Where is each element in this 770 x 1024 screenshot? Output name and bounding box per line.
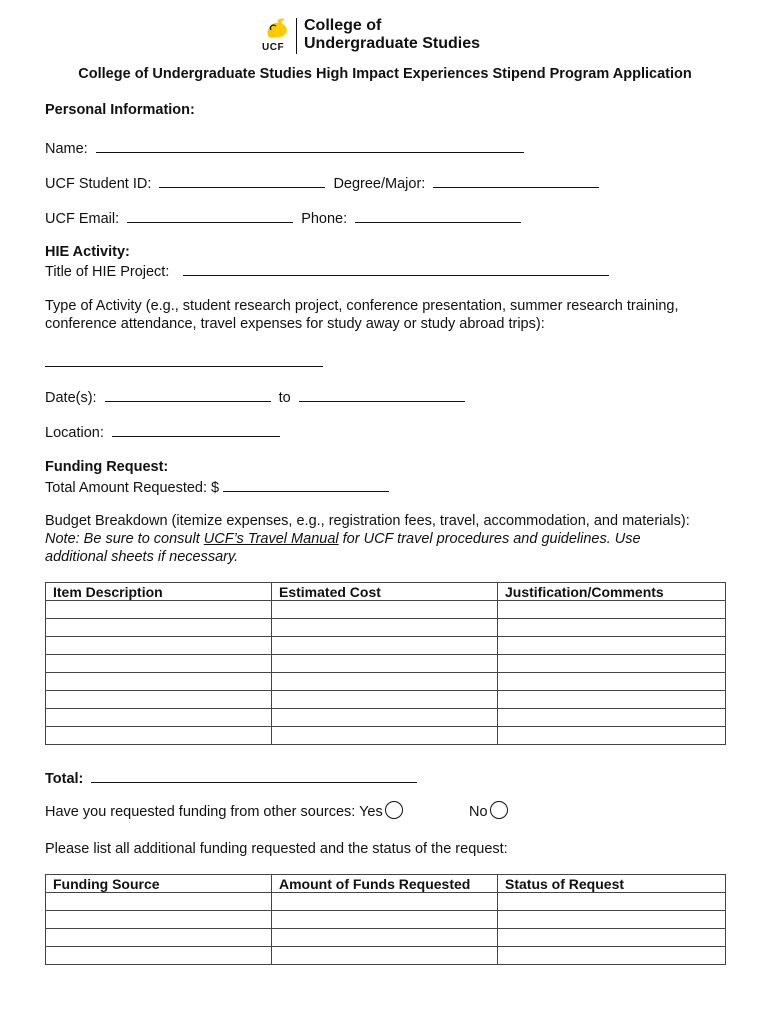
- budget-table-cell[interactable]: [46, 709, 272, 727]
- budget-table-cell[interactable]: [272, 619, 498, 637]
- total-requested-field[interactable]: [223, 477, 389, 492]
- sources-table-cell[interactable]: [272, 911, 498, 929]
- travel-note-line2: additional sheets if necessary.: [45, 549, 239, 565]
- name-row: [45, 138, 524, 158]
- sources-table-row: [46, 911, 726, 929]
- budget-breakdown-text: Budget Breakdown (itemize expenses, e.g., registration fees, travel, accommodation, and materials):: [45, 513, 690, 529]
- budget-table-cell[interactable]: [498, 637, 726, 655]
- other-sources-row: [45, 803, 488, 821]
- budget-table-cell[interactable]: [272, 637, 498, 655]
- degree-field[interactable]: [433, 173, 599, 188]
- budget-table: [45, 582, 726, 745]
- sources-table-cell[interactable]: [498, 947, 726, 965]
- budget-table-row: [46, 619, 726, 637]
- header-justification: Justification/Comments: [498, 583, 726, 601]
- budget-table-header: [46, 583, 726, 601]
- to-label: to: [278, 390, 291, 406]
- no-radio[interactable]: [490, 801, 508, 819]
- header-item-description: Item Description: [46, 583, 272, 601]
- location-label: Location:: [45, 425, 104, 441]
- budget-table-cell[interactable]: [46, 619, 272, 637]
- page-title: College of Undergraduate Studies High Impact Experiences Stipend Program Application: [78, 66, 692, 82]
- header-status: Status of Request: [498, 875, 726, 893]
- budget-table-row: [46, 727, 726, 745]
- travel-note-prefix: Note: Be sure to consult: [45, 531, 204, 547]
- no-label: No: [469, 804, 488, 820]
- email-phone-row: [45, 208, 521, 228]
- budget-table-cell[interactable]: [46, 601, 272, 619]
- location-field[interactable]: [112, 422, 280, 437]
- dates-row: [45, 387, 465, 407]
- email-field[interactable]: [127, 208, 293, 223]
- header-amount-requested: Amount of Funds Requested: [272, 875, 498, 893]
- college-name: [304, 17, 480, 53]
- activity-type-row: [45, 352, 323, 372]
- budget-table-cell[interactable]: [272, 601, 498, 619]
- name-label: Name:: [45, 141, 88, 157]
- travel-note-line1: [45, 530, 641, 548]
- total-row: [45, 768, 417, 788]
- sources-table-row: [46, 947, 726, 965]
- college-name-line1: College of: [304, 17, 382, 34]
- budget-table-cell[interactable]: [46, 727, 272, 745]
- budget-table-row: [46, 637, 726, 655]
- sources-table-cell[interactable]: [46, 893, 272, 911]
- sources-table-header: [46, 875, 726, 893]
- sources-table-cell[interactable]: [46, 911, 272, 929]
- budget-table-cell[interactable]: [498, 619, 726, 637]
- budget-table-cell[interactable]: [272, 673, 498, 691]
- budget-table-row: [46, 709, 726, 727]
- hie-title-field[interactable]: [183, 261, 609, 276]
- college-name-line2: Undergraduate Studies: [304, 35, 481, 52]
- travel-manual-link[interactable]: UCF’s Travel Manual: [203, 531, 339, 547]
- ucf-logo: [262, 16, 502, 56]
- activity-type-line2: conference attendance, travel expenses for study away or study abroad trips):: [45, 316, 545, 332]
- budget-table-row: [46, 691, 726, 709]
- sources-table-cell[interactable]: [46, 947, 272, 965]
- sources-table-cell[interactable]: [272, 929, 498, 947]
- ucf-wordmark: UCF: [262, 42, 285, 53]
- budget-table-row: [46, 655, 726, 673]
- funding-sources-table: [45, 874, 726, 965]
- budget-table-cell[interactable]: [498, 673, 726, 691]
- phone-field[interactable]: [355, 208, 521, 223]
- budget-table-cell[interactable]: [46, 655, 272, 673]
- personal-info-heading: Personal Information:: [45, 102, 195, 118]
- budget-table-cell[interactable]: [498, 601, 726, 619]
- total-requested-row: [45, 477, 389, 497]
- end-date-field[interactable]: [299, 387, 465, 402]
- total-field[interactable]: [91, 768, 417, 783]
- sources-table-cell[interactable]: [498, 893, 726, 911]
- budget-table-row: [46, 601, 726, 619]
- total-label: Total:: [45, 771, 84, 787]
- sources-table-cell[interactable]: [272, 947, 498, 965]
- logo-divider: [296, 18, 297, 54]
- location-row: [45, 422, 280, 442]
- degree-label: Degree/Major:: [333, 176, 426, 192]
- budget-table-cell[interactable]: [46, 691, 272, 709]
- budget-table-cell[interactable]: [498, 691, 726, 709]
- sources-table-cell[interactable]: [498, 929, 726, 947]
- sources-table-row: [46, 929, 726, 947]
- budget-table-row: [46, 673, 726, 691]
- sources-table-cell[interactable]: [498, 911, 726, 929]
- funding-heading: Funding Request:: [45, 459, 169, 475]
- student-id-label: UCF Student ID:: [45, 176, 152, 192]
- yes-radio[interactable]: [385, 801, 403, 819]
- phone-label: Phone:: [301, 211, 348, 227]
- total-requested-label: Total Amount Requested: $: [45, 480, 220, 496]
- travel-note-suffix: for UCF travel procedures and guidelines. Use: [338, 531, 641, 547]
- hie-title-row: [45, 261, 609, 281]
- budget-table-cell[interactable]: [46, 637, 272, 655]
- budget-table-cell[interactable]: [498, 655, 726, 673]
- budget-table-cell[interactable]: [498, 727, 726, 745]
- hie-heading: HIE Activity:: [45, 244, 130, 260]
- name-field[interactable]: [96, 138, 524, 153]
- student-id-field[interactable]: [159, 173, 325, 188]
- activity-type-line1: Type of Activity (e.g., student research project, conference presentation, summer research training,: [45, 298, 679, 314]
- sources-table-row: [46, 893, 726, 911]
- budget-table-cell[interactable]: [46, 673, 272, 691]
- sources-table-cell[interactable]: [46, 929, 272, 947]
- hie-title-label: Title of HIE Project:: [45, 264, 170, 280]
- header-estimated-cost: Estimated Cost: [272, 583, 498, 601]
- no-option: [469, 803, 508, 821]
- activity-type-field[interactable]: [45, 352, 323, 367]
- budget-table-cell[interactable]: [272, 691, 498, 709]
- header-funding-source: Funding Source: [46, 875, 272, 893]
- list-instruction: Please list all additional funding requested and the status of the request:: [45, 841, 508, 857]
- start-date-field[interactable]: [105, 387, 271, 402]
- budget-table-cell[interactable]: [498, 709, 726, 727]
- sources-table-cell[interactable]: [272, 893, 498, 911]
- budget-table-cell[interactable]: [272, 655, 498, 673]
- email-label: UCF Email:: [45, 211, 120, 227]
- budget-table-cell[interactable]: [272, 727, 498, 745]
- budget-table-cell[interactable]: [272, 709, 498, 727]
- other-sources-question: Have you requested funding from other sources: Yes: [45, 804, 383, 820]
- id-degree-row: [45, 173, 599, 193]
- dates-label: Date(s):: [45, 390, 97, 406]
